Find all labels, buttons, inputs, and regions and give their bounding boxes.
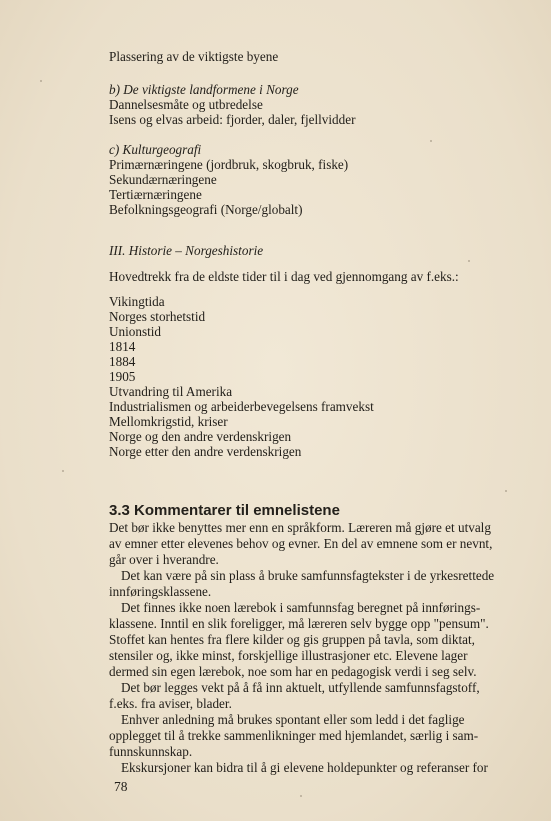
paragraph-line: innføringsklassene. [109, 584, 212, 599]
page-number: 78 [114, 779, 128, 794]
history-item: Mellomkrigstid, kriser [109, 414, 228, 429]
paper-speck [430, 140, 432, 142]
paragraph-line: går over i hverandre. [109, 552, 219, 567]
outline-line: Primærnæringene (jordbruk, skogbruk, fiske) [109, 157, 349, 172]
paragraph-line: Ekskursjoner kan bidra til å gi elevene holdepunkter og referanser for [121, 760, 488, 775]
outline-line: Tertiærnæringene [109, 187, 202, 202]
paper-speck [300, 795, 302, 797]
paragraph-line: opplegget til å trekke sammenlikninger med hjemlandet, særlig i sam- [109, 728, 479, 743]
outline-line: Befolkningsgeografi (Norge/globalt) [109, 202, 303, 217]
paragraph-line: Det bør ikke benyttes mer enn en språkform. Læreren må gjøre et utvalg [109, 520, 491, 535]
paper-speck [40, 80, 42, 82]
intro-line: Hovedtrekk fra de eldste tider til i dag ved gjennomgang av f.eks.: [109, 269, 459, 284]
history-item: Norge og den andre verdenskrigen [109, 429, 292, 444]
paragraph-line: av emner etter elevenes behov og evner. En del av emnene som er nevnt, [109, 536, 493, 551]
history-item: 1905 [109, 369, 136, 384]
paragraph-line: Det bør legges vekt på å få inn aktuelt, utfyllende samfunnsfagstoff, [121, 680, 480, 695]
paragraph-line: f.eks. fra aviser, blader. [109, 696, 232, 711]
paragraph-line: funnskunnskap. [109, 744, 193, 759]
history-item: 1814 [109, 339, 136, 354]
paper-speck [505, 490, 507, 492]
history-item: Industrialismen og arbeiderbevegelsens framvekst [109, 399, 374, 414]
paragraph-line: Det kan være på sin plass å bruke samfunnsfagtekster i de yrkesrettede [121, 568, 495, 583]
paragraph-line: dermed sin egen lærebok, noe som har en pedagogisk verdi i seg selv. [109, 664, 477, 679]
paragraph-line: klassene. Inntil en slik foreligger, må læreren selv bygge opp "pensum". [109, 616, 489, 631]
history-item: 1884 [109, 354, 136, 369]
paragraph-line: stensiler og, ikke minst, forskjellige illustrasjoner etc. Elevene lager [109, 648, 468, 663]
history-item: Utvandring til Amerika [109, 384, 233, 399]
outline-line: Isens og elvas arbeid: fjorder, daler, fjellvidder [109, 112, 356, 127]
history-item: Unionstid [109, 324, 162, 339]
paper-speck [62, 470, 64, 472]
paragraph-line: Det finnes ikke noen lærebok i samfunnsfag beregnet på innførings- [121, 600, 481, 615]
outline-line: Plassering av de viktigste byene [109, 49, 279, 64]
subheading-b: b) De viktigste landformene i Norge [109, 82, 299, 97]
history-item: Norge etter den andre verdenskrigen [109, 444, 302, 459]
subheading-iii: III. Historie – Norgeshistorie [109, 243, 264, 258]
outline-line: Dannelsesmåte og utbredelse [109, 97, 263, 112]
history-item: Vikingtida [109, 294, 165, 309]
history-item: Norges storhetstid [109, 309, 206, 324]
paragraph-line: Stoffet kan hentes fra flere kilder og gis gruppen på tavla, som diktat, [109, 632, 475, 647]
section-heading: 3.3 Kommentarer til emnelistene [109, 502, 340, 519]
paragraph-line: Enhver anledning må brukes spontant eller som ledd i det faglige [121, 712, 465, 727]
outline-line: Sekundærnæringene [109, 172, 217, 187]
subheading-c: c) Kulturgeografi [109, 142, 202, 157]
paper-speck [468, 260, 470, 262]
